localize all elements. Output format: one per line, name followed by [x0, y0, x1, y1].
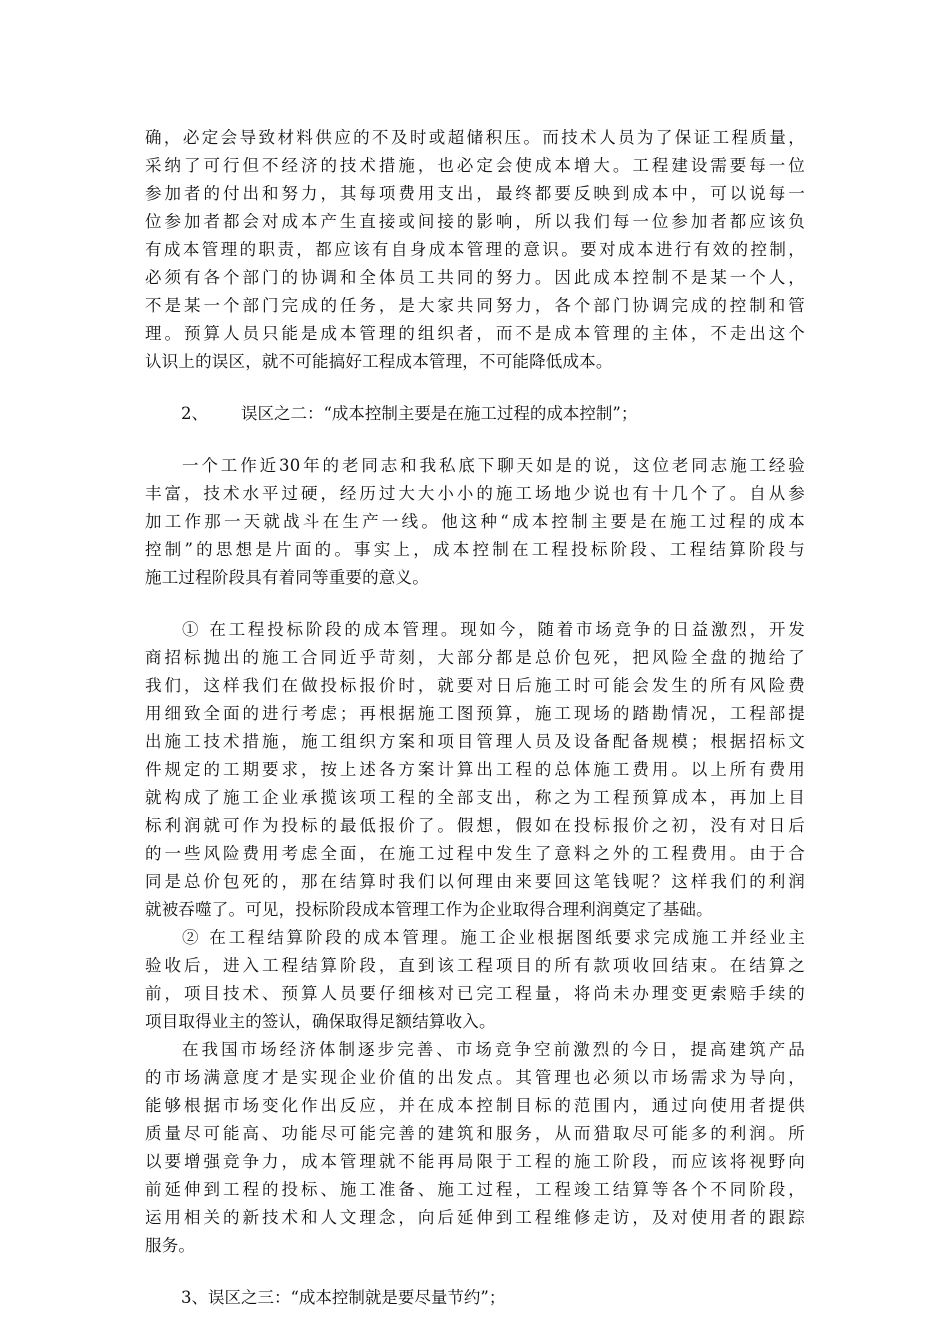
text-line: 控制”的思想是片面的。事实上，成本控制在工程投标阶段、工程结算阶段与: [145, 540, 805, 559]
text-line: 验收后，进入工程结算阶段，直到该工程项目的所有款项收回结束。在结算之: [145, 956, 805, 975]
text-line: 采纳了可行但不经济的技术措施，也必定会使成本增大。工程建设需要每一位: [145, 156, 805, 175]
text-line: 以要增强竞争力，成本管理就不能再局限于工程的施工阶段，而应该将视野向: [145, 1152, 805, 1171]
text-line: 确，必定会导致材料供应的不及时或超储积压。而技术人员为了保证工程质量，: [145, 128, 805, 147]
text-line: 就构成了施工企业承揽该项工程的全部支出，称之为工程预算成本，再加上目: [145, 788, 805, 807]
text-line: 理。预算人员只能是成本管理的组织者，而不是成本管理的主体，不走出这个: [145, 324, 805, 343]
text-line: 标利润就可作为投标的最低报价了。假想，假如在投标报价之初，没有对日后: [145, 816, 805, 835]
text-line: 有成本管理的职责，都应该有自身成本管理的意识。要对成本进行有效的控制，: [145, 240, 805, 259]
text-line: 用细致全面的进行考虑；再根据施工图预算，施工现场的踏勘情况，工程部提: [145, 704, 805, 723]
text-line: 项目取得业主的签认，确保取得足额结算收入。: [145, 1012, 496, 1031]
document-page: [145, 124, 805, 1312]
text-line: ① 在工程投标阶段的成本管理。现如今，随着市场竞争的日益激烈，开发: [182, 620, 805, 639]
paragraph-cost-responsibility: [145, 124, 805, 376]
heading-text: 误区之二：“成本控制主要是在施工过程的成本控制”；: [241, 404, 638, 423]
text-line: 位参加者都会对成本产生直接或间接的影响，所以我们每一位参加者都应该负: [145, 212, 805, 231]
section-heading-misconception-3: 3、误区之三：“成本控制就是要尽量节约”；: [181, 1288, 506, 1307]
text-line: 就被吞噬了。可见，投标阶段成本管理工作为企业取得合理利润奠定了基础。: [145, 900, 713, 919]
text-line: 质量尽可能高、功能尽可能完善的建筑和服务，从而猎取尽可能多的利润。所: [145, 1124, 805, 1143]
text-line: ② 在工程结算阶段的成本管理。施工企业根据图纸要求完成施工并经业主: [182, 928, 805, 947]
text-line: 丰富，技术水平过硬，经历过大大小小的施工场地少说也有十几个了。自从参: [145, 484, 805, 503]
text-line: 出施工技术措施，施工组织方案和项目管理人员及设备配备规模；根据招标文: [145, 732, 805, 751]
text-line: 同是总价包死的，那在结算时我们以何理由来要回这笔钱呢？这样我们的利润: [145, 872, 805, 891]
text-line: 不是某一个部门完成的任务，是大家共同努力，各个部门协调完成的控制和管: [145, 296, 805, 315]
text-line: 参加者的付出和努力，其每项费用支出，最终都要反映到成本中，可以说每一: [145, 184, 805, 203]
text-line: 的市场满意度才是实现企业价值的出发点。其管理也必须以市场需求为导向，: [145, 1068, 805, 1087]
text-line: 前延伸到工程的投标、施工准备、施工过程，工程竣工结算等各个不同阶段，: [145, 1180, 805, 1199]
text-line: 加工作那一天就战斗在生产一线。他这种“成本控制主要是在施工过程的成本: [145, 512, 805, 531]
text-line: 前，项目技术、预算人员要仔细核对已完工程量，将尚未办理变更索赔手续的: [145, 984, 805, 1003]
heading-number: 2、: [181, 404, 208, 423]
paragraph-settlement-stage: [145, 924, 805, 1036]
text-line: 必须有各个部门的协调和全体员工共同的努力。因此成本控制不是某一个人，: [145, 268, 805, 287]
text-line: 一个工作近30年的老同志和我私底下聊天如是的说，这位老同志施工经验: [182, 456, 805, 475]
text-line: 件规定的工期要求，按上述各方案计算出工程的总体施工费用。以上所有费用: [145, 760, 805, 779]
section-heading-misconception-2: [145, 400, 805, 428]
text-line: 施工过程阶段具有着同等重要的意义。: [145, 568, 429, 587]
text-line: 认识上的误区，就不可能搞好工程成本管理，不可能降低成本。: [145, 352, 613, 371]
paragraph-veteran-story: [145, 452, 805, 592]
text-line: 运用相关的新技术和人文理念，向后延伸到工程维修走访，及对使用者的跟踪: [145, 1208, 805, 1227]
text-line: 的一些风险费用考虑全面，在施工过程中发生了意料之外的工程费用。由于合: [145, 844, 805, 863]
paragraph-market-economy: [145, 1036, 805, 1260]
text-line: 能够根据市场变化作出反应，并在成本控制目标的范围内，通过向使用者提供: [145, 1096, 805, 1115]
text-line: 在我国市场经济体制逐步完善、市场竞争空前激烈的今日，提高建筑产品: [182, 1040, 805, 1059]
text-line: 服务。: [145, 1236, 196, 1255]
text-line: 商招标抛出的施工合同近乎苛刻，大部分都是总价包死，把风险全盘的抛给了: [145, 648, 805, 667]
text-line: 我们，这样我们在做投标报价时，就要对日后施工时可能会发生的所有风险费: [145, 676, 805, 695]
paragraph-bidding-stage: [145, 616, 805, 924]
